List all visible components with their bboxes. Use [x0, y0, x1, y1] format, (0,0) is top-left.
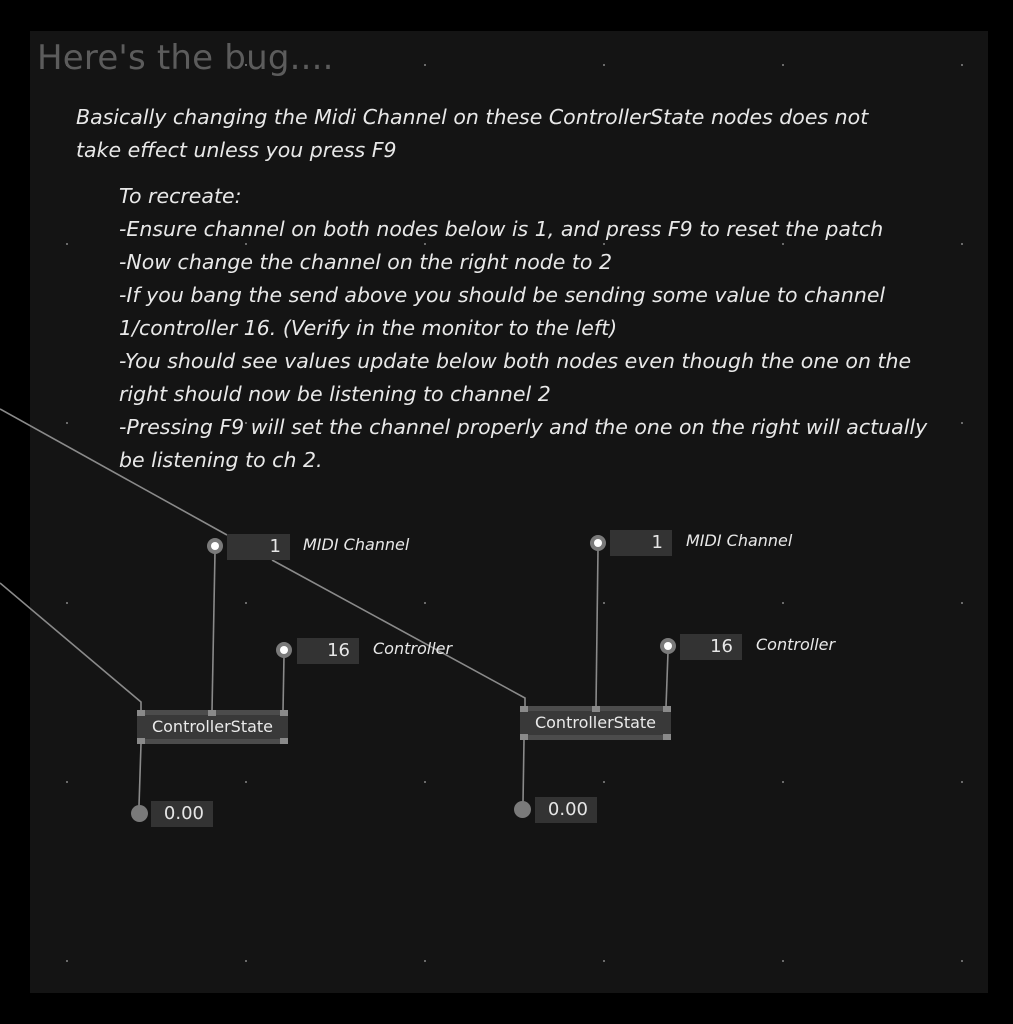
- grid-dot: [961, 602, 963, 604]
- grid-dot: [424, 960, 426, 962]
- left-output-pin-icon[interactable]: [131, 805, 148, 822]
- grid-dot: [603, 781, 605, 783]
- grid-dot: [782, 64, 784, 66]
- node-name: ControllerState: [534, 713, 657, 732]
- left-output-iobox[interactable]: 0.00: [151, 801, 213, 827]
- steps-comment[interactable]: [119, 180, 927, 477]
- description-line: Basically changing the Midi Channel on these ControllerState nodes does not: [76, 105, 869, 129]
- grid-dot: [961, 64, 963, 66]
- right-midi-channel-label: MIDI Channel: [686, 531, 793, 550]
- description-comment[interactable]: [76, 101, 868, 167]
- left-controllerstate-node[interactable]: [137, 710, 288, 744]
- patch-canvas[interactable]: [30, 31, 988, 993]
- left-controller-iobox[interactable]: 16: [297, 638, 359, 664]
- right-output-pin-icon[interactable]: [514, 801, 531, 818]
- steps-line: -Now change the channel on the right node to 2: [119, 250, 613, 274]
- grid-dot: [961, 243, 963, 245]
- grid-dot: [424, 602, 426, 604]
- right-controller-pin-icon[interactable]: [660, 638, 676, 654]
- node-name: ControllerState: [151, 717, 274, 736]
- steps-line: -Pressing F9 will set the channel properly and the one on the right will actually: [119, 415, 928, 439]
- left-controller-pin-icon[interactable]: [276, 642, 292, 658]
- left-midi-channel-iobox[interactable]: 1: [227, 534, 290, 560]
- grid-dot: [961, 960, 963, 962]
- grid-dot: [782, 602, 784, 604]
- steps-line: -If you bang the send above you should be sending some value to channel: [119, 283, 886, 307]
- grid-dot: [66, 781, 68, 783]
- right-controllerstate-node[interactable]: [520, 706, 671, 740]
- grid-dot: [66, 243, 68, 245]
- steps-line: -You should see values update below both nodes even though the one on the: [119, 349, 912, 373]
- steps-line: right should now be listening to channel 2: [119, 382, 551, 406]
- right-midi-channel-iobox[interactable]: 1: [610, 530, 672, 556]
- grid-dot: [245, 960, 247, 962]
- grid-dot: [782, 960, 784, 962]
- grid-dot: [245, 781, 247, 783]
- grid-dot: [66, 422, 68, 424]
- description-line: take effect unless you press F9: [76, 138, 397, 162]
- steps-line: -Ensure channel on both nodes below is 1, and press F9 to reset the patch: [119, 217, 884, 241]
- grid-dot: [961, 422, 963, 424]
- right-midi-channel-pin-icon[interactable]: [590, 535, 606, 551]
- grid-dot: [961, 781, 963, 783]
- steps-line: 1/controller 16. (Verify in the monitor to the left): [119, 316, 618, 340]
- grid-dot: [603, 64, 605, 66]
- steps-line: be listening to ch 2.: [119, 448, 323, 472]
- left-controller-label: Controller: [373, 639, 453, 658]
- grid-dot: [66, 960, 68, 962]
- steps-line: To recreate:: [119, 184, 242, 208]
- right-controller-iobox[interactable]: 16: [680, 634, 742, 660]
- grid-dot: [603, 960, 605, 962]
- right-output-iobox[interactable]: 0.00: [535, 797, 597, 823]
- patch-title: Here's the bug....: [37, 38, 334, 78]
- left-midi-channel-label: MIDI Channel: [303, 535, 410, 554]
- node-bottom-bar: [520, 735, 671, 740]
- grid-dot: [424, 64, 426, 66]
- grid-dot: [245, 602, 247, 604]
- right-controller-label: Controller: [756, 635, 836, 654]
- grid-dot: [603, 602, 605, 604]
- grid-dot: [782, 781, 784, 783]
- grid-dot: [66, 602, 68, 604]
- grid-dot: [424, 781, 426, 783]
- node-bottom-bar: [137, 739, 288, 744]
- left-midi-channel-pin-icon[interactable]: [207, 538, 223, 554]
